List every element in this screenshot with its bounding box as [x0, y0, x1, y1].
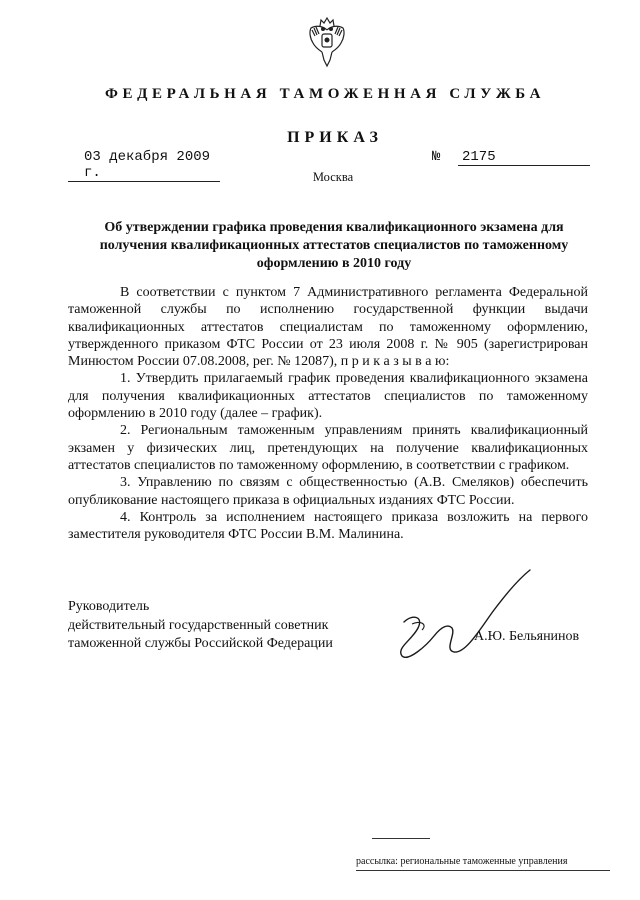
order-body: [68, 284, 588, 543]
signatory-block: [68, 598, 368, 654]
order-item-4: 4. Контроль за исполнением настоящего приказа возложить на первого заместителя руководителя ФТС России В.М. Малинина.: [68, 509, 588, 543]
signer-name: А.Ю. Бельянинов: [474, 629, 580, 644]
city: Москва: [312, 170, 354, 184]
order-item-3: 3. Управлению по связям с общественностью (А.В. Смеляков) обеспечить опубликование настоящего приказа в официальных изданиях ФТС России.: [68, 475, 588, 508]
agency-name: ФЕДЕРАЛЬНАЯ ТАМОЖЕННАЯ СЛУЖБА: [104, 86, 546, 102]
distribution-note: рассылка: региональные таможенные управления: [356, 856, 610, 871]
state-emblem-icon: [306, 16, 348, 68]
preamble-paragraph: В соответствии с пунктом 7 Административного регламента Федеральной таможенной службы по исполнению государственной функции выдачи квалификационных аттестатов специалистам по таможенному оформлению, утвержденного приказом ФТС России от 23 июля 2008 г. № 905 (зарегистрирован Минюстом России 07.08.2008, рег. № 12087), п р и к а з ы в а ю:: [68, 285, 588, 370]
order-date: 03 декабря 2009 г.: [68, 149, 220, 182]
order-item-1: 1. Утвердить прилагаемый график проведения квалификационного экзамена для получения квалификационных аттестатов специалистов по таможенному оформлению в 2010 году (далее – график).: [68, 371, 588, 422]
divider: [372, 838, 430, 839]
signatory-title: Руководитель: [68, 599, 150, 614]
handwritten-signature: [382, 566, 542, 676]
order-number-label: №: [432, 149, 441, 165]
signatory-rank: действительный государственный советник: [68, 617, 329, 633]
order-item-2: 2. Региональным таможенным управлениям принять квалификационный экзамен у физических лиц, претендующих на получение квалификационных аттестатов специалистов по таможенному оформлению, в соответствии с графиком.: [68, 423, 588, 473]
order-title: Об утверждении графика проведения квалификационного экзамена для получения квалификационных аттестатов специалистов по таможенному оформлению в 2010 году: [99, 220, 569, 271]
document-type: ПРИКАЗ: [287, 129, 383, 146]
signatory-rank-cont: таможенной службы Российской Федерации: [68, 636, 333, 651]
order-number: 2175: [458, 149, 590, 166]
